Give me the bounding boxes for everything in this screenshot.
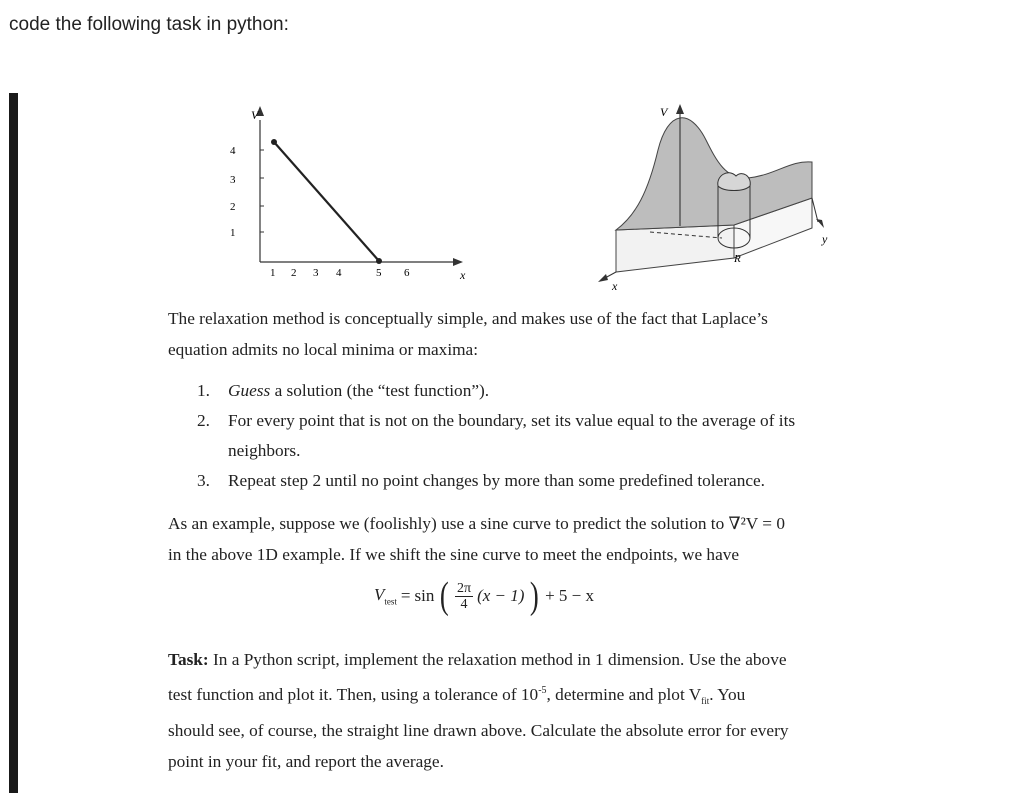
x-tick: 1 [270,267,276,279]
task-text: . You [709,684,746,704]
task-paragraph [168,645,908,777]
task-text: , determine and plot V [546,684,702,704]
steps-list [197,376,907,496]
intro-paragraph [168,303,908,365]
figures [0,0,1024,300]
task-label: Task: [168,650,209,669]
v-axis-label: V [660,105,668,119]
y-tick-labels [230,145,236,239]
figure-1d-plot [230,106,466,282]
step-text-cont: neighbors. [228,441,301,460]
y-axis-label: V [251,108,259,122]
region-r-label: R [734,253,741,265]
y-tick: 4 [230,145,236,157]
task-text: should see, of course, the straight line drawn above. Calculate the absolute error for every [168,721,789,741]
list-item [197,376,907,406]
intro-line: equation admits no local minima or maxima: [168,340,479,359]
eq-lhs-sub: test [384,596,397,607]
example-line: As an example, suppose we (foolishly) use a sine curve to predict the solution to ∇²V = 0 [168,514,785,533]
y-tick: 3 [230,174,236,186]
endpoint-dot [376,258,382,264]
eq-func: sin [414,586,435,605]
x-tick-labels [270,267,410,279]
step-number: 1. [197,381,210,400]
tolerance-exponent: -5 [538,684,547,696]
task-text: test function and plot it. Then, using a tolerance of 10 [168,684,539,704]
intro-line: The relaxation method is conceptually simple, and makes use of the fact that Laplace’s [168,309,768,328]
y-axis [812,198,818,222]
v-axis-arrow [676,104,684,114]
x-tick: 4 [336,267,342,279]
list-item [197,466,907,496]
cylinder-top [718,173,750,191]
eq-equals: = [400,586,411,605]
prompt-text: code the following task in python: [9,14,289,35]
y-tick: 2 [230,201,236,213]
example-line: in the above 1D example. If we shift the sine curve to meet the endpoints, we have [168,545,740,564]
x-tick: 2 [291,267,297,279]
endpoint-dot [271,139,277,145]
x-axis-label: x [460,268,466,282]
step-lead: Guess [228,381,271,400]
list-item [197,406,907,466]
eq-open-paren: ( [440,575,450,617]
step-text: For every point that is not on the boundary, set its value equal to the average of its [228,411,796,430]
y-axis-label: y [822,232,828,246]
x-tick: 6 [404,267,410,279]
eq-numerator: 2π [456,580,472,596]
step-text: a solution (the “test function”). [270,381,490,400]
y-tick: 1 [230,227,236,239]
eq-arg: (x − 1) [477,586,525,605]
step-number: 2. [197,411,210,430]
x-axis-label: x [612,279,618,293]
x-axis-arrow [453,258,463,266]
y-axis-arrow [816,219,824,228]
eq-lhs: V [374,585,385,605]
test-function-equation [374,577,594,615]
task-text: In a Python script, implement the relaxation method in 1 dimension. Use the above [208,650,787,669]
example-paragraph [168,508,908,570]
eq-tail: + 5 − x [545,586,594,605]
eq-denominator: 4 [460,596,468,612]
solution-line [274,142,379,261]
eq-fraction [455,581,473,612]
vfit-subscript: fit [701,695,710,706]
x-axis-arrow [598,274,608,282]
x-tick: 5 [376,267,382,279]
eq-close-paren: ) [530,575,540,617]
step-text: Repeat step 2 until no point changes by more than some predefined tolerance. [228,471,765,490]
task-text: point in your fit, and report the average. [168,751,444,771]
x-tick: 3 [313,267,319,279]
step-number: 3. [197,471,210,490]
figure-3d-surface [598,104,828,293]
box-front-face [616,225,734,272]
